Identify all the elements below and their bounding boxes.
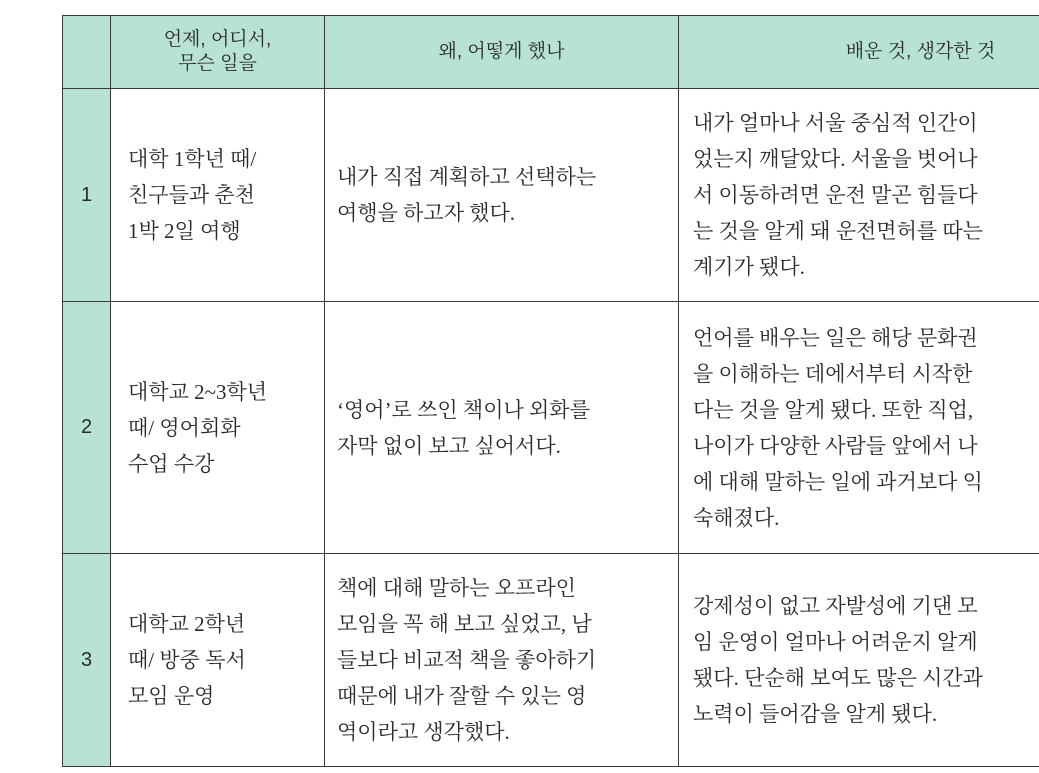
row-why-cell: 책에 대해 말하는 오프라인 모임을 꼭 해 보고 싶었고, 남 들보다 비교적 책을 좋아하기 때문에 내가 잘할 수 있는 영 역이라고 생각했다.	[325, 554, 679, 767]
row-when-cell: 대학 1학년 때/ 친구들과 춘천 1박 2일 여행	[111, 89, 325, 302]
activity-table	[62, 15, 1039, 767]
table-row	[63, 302, 1039, 554]
row-why-cell: ‘영어’로 쓰인 책이나 외화를 자막 없이 보고 싶어서다.	[325, 302, 679, 554]
row-number: 2	[63, 302, 111, 554]
header-when-line1: 언제, 어디서,	[163, 29, 272, 50]
header-when-line2: 무슨 일을	[178, 53, 257, 74]
row-number: 3	[63, 554, 111, 767]
header-learned: 배운 것, 생각한 것	[679, 16, 1039, 89]
row-why-cell: 내가 직접 계획하고 선택하는 여행을 하고자 했다.	[325, 89, 679, 302]
header-row	[63, 16, 1039, 89]
header-why-how: 왜, 어떻게 했나	[325, 16, 679, 89]
row-learned-cell: 언어를 배우는 일은 해당 문화권 을 이해하는 데에서부터 시작한 다는 것을 알게 됐다. 또한 직업, 나이가 다양한 사람들 앞에서 나 에 대해 말하는 일에 과거보다 익 숙해졌다.	[679, 302, 1039, 554]
header-number	[63, 16, 111, 89]
row-when-cell: 대학교 2~3학년 때/ 영어회화 수업 수강	[111, 302, 325, 554]
row-when-cell: 대학교 2학년 때/ 방중 독서 모임 운영	[111, 554, 325, 767]
row-number: 1	[63, 89, 111, 302]
row-learned-cell: 강제성이 없고 자발성에 기댄 모 임 운영이 얼마나 어려운지 알게 됐다. 단순해 보여도 많은 시간과 노력이 들어감을 알게 됐다.	[679, 554, 1039, 767]
row-learned-cell: 내가 얼마나 서울 중심적 인간이 었는지 깨달았다. 서울을 벗어나 서 이동하려면 운전 말곤 힘들다 는 것을 알게 돼 운전면허를 따는 계기가 됐다.	[679, 89, 1039, 302]
header-when-where-what	[111, 16, 325, 89]
table-row	[63, 554, 1039, 767]
activity-table-wrapper	[62, 15, 1039, 773]
table-row	[63, 89, 1039, 302]
